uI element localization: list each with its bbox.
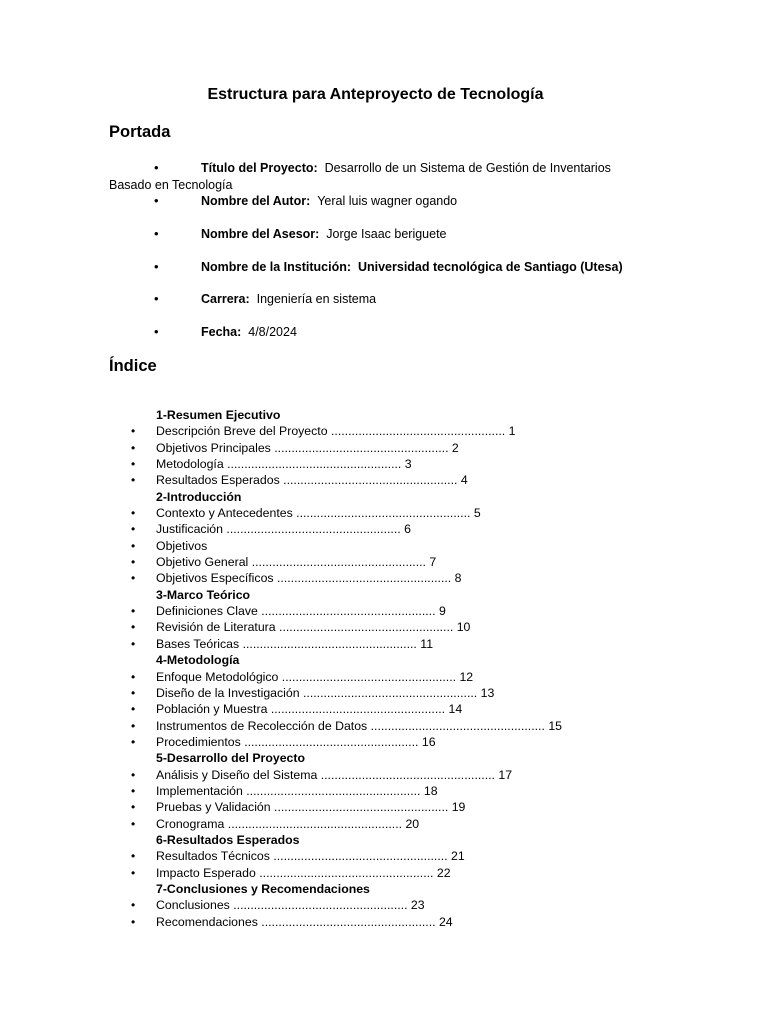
toc-page-number: 10 xyxy=(456,620,471,635)
bullet-icon: • xyxy=(131,914,136,929)
toc-entry xyxy=(0,521,768,537)
bullet-icon: • xyxy=(131,734,136,749)
dot-leader: ................................................... xyxy=(296,506,471,521)
toc-page-number: 21 xyxy=(451,849,465,864)
toc-entry-label: Pruebas y Validación xyxy=(156,800,271,815)
toc-entry xyxy=(0,603,768,619)
toc-entry xyxy=(0,848,768,864)
toc-entry xyxy=(0,685,768,701)
toc-entry xyxy=(0,701,768,717)
cover-item-label: Fecha: xyxy=(201,325,242,339)
dot-leader: ................................................... xyxy=(233,898,408,913)
toc-page-number: 16 xyxy=(421,734,436,749)
toc-entry xyxy=(0,783,768,799)
toc-section-heading: 2-Introducción xyxy=(156,489,242,504)
bullet-icon: • xyxy=(131,538,136,553)
cover-item xyxy=(109,226,669,243)
toc-page-number: 15 xyxy=(548,718,562,733)
toc-page-number: 19 xyxy=(451,800,466,815)
bullet-icon: • xyxy=(154,160,159,175)
toc-page-number: 11 xyxy=(420,636,434,651)
toc-entry xyxy=(0,799,768,815)
dot-leader: ................................................... xyxy=(370,718,545,733)
toc-page-number: 4 xyxy=(460,473,468,488)
toc-page-number: 1 xyxy=(508,424,516,439)
cover-item-label: Nombre del Autor: xyxy=(201,194,311,208)
bullet-icon: • xyxy=(131,555,136,570)
toc-entry-label: Diseño de la Investigación xyxy=(156,685,300,700)
toc-entry-label: Justificación xyxy=(156,522,223,537)
toc-section-heading: 7-Conclusiones y Recomendaciones xyxy=(156,881,370,896)
toc-entry-label: Enfoque Metodológico xyxy=(156,669,279,684)
index-heading: Índice xyxy=(109,357,157,375)
toc-page-number: 5 xyxy=(473,506,481,521)
bullet-icon: • xyxy=(131,669,136,684)
dot-leader: ................................................... xyxy=(274,800,449,815)
bullet-icon: • xyxy=(131,424,136,439)
toc-page-number: 8 xyxy=(454,571,462,586)
toc-page-number: 2 xyxy=(451,440,459,455)
cover-item xyxy=(109,324,669,341)
toc-page-number: 23 xyxy=(410,898,425,913)
toc-entry-label: Revisión de Literatura xyxy=(156,620,276,635)
dot-leader: ................................................... xyxy=(274,440,449,455)
toc-entry xyxy=(0,570,768,586)
toc-entry-label: Definiciones Clave xyxy=(156,604,258,619)
bullet-icon: • xyxy=(131,685,136,700)
dot-leader: ................................................... xyxy=(259,865,434,880)
bullet-icon: • xyxy=(131,898,136,913)
toc-entry-label: Objetivos xyxy=(156,538,208,553)
toc-page-number: 7 xyxy=(429,555,437,570)
toc-entry-label: Contexto y Antecedentes xyxy=(156,506,293,521)
toc-section-heading: 1-Resumen Ejecutivo xyxy=(156,408,281,422)
bullet-icon: • xyxy=(131,457,136,472)
toc-section-heading: 5-Desarrollo del Proyecto xyxy=(156,751,305,766)
toc-entry xyxy=(0,554,768,570)
toc-page-number: 24 xyxy=(438,914,453,929)
bullet-icon: • xyxy=(131,816,136,831)
toc-entry xyxy=(0,456,768,472)
toc-page-number: 12 xyxy=(459,669,474,684)
toc-entry-label: Cronograma xyxy=(156,816,225,831)
cover-item-value: Yeral luis wagner ogando xyxy=(317,194,458,208)
bullet-icon: • xyxy=(154,193,159,208)
dot-leader: ................................................... xyxy=(227,457,402,472)
dot-leader: ................................................... xyxy=(261,914,436,929)
toc-page-number: 3 xyxy=(404,457,412,472)
cover-item-value: Universidad tecnológica de Santiago (Utesa) xyxy=(357,260,623,274)
bullet-icon: • xyxy=(154,324,159,339)
toc-page-number: 18 xyxy=(423,783,438,798)
table-of-contents xyxy=(0,407,768,930)
bullet-icon: • xyxy=(131,620,136,635)
toc-page-number: 14 xyxy=(448,702,463,717)
toc-entry xyxy=(0,619,768,635)
dot-leader: ................................................... xyxy=(251,555,426,570)
bullet-icon: • xyxy=(154,226,159,241)
cover-item xyxy=(109,160,669,193)
toc-section-heading: 4-Metodología xyxy=(156,653,240,668)
toc-page-number: 6 xyxy=(404,522,411,537)
document-title: Estructura para Anteproyecto de Tecnología xyxy=(207,86,544,103)
dot-leader: ................................................... xyxy=(227,816,403,831)
toc-entry-label: Conclusiones xyxy=(156,898,230,913)
toc-entry-label: Impacto Esperado xyxy=(156,865,256,880)
dot-leader: ................................................... xyxy=(261,604,436,619)
toc-entry-label: Resultados Técnicos xyxy=(156,849,270,864)
toc-entry-label: Bases Teóricas xyxy=(156,636,240,651)
toc-entry-label: Procedimientos xyxy=(156,734,241,749)
toc-entry xyxy=(0,897,768,913)
bullet-icon: • xyxy=(131,473,136,488)
bullet-icon: • xyxy=(154,259,159,274)
bullet-icon: • xyxy=(131,522,136,537)
toc-page-number: 20 xyxy=(405,816,420,831)
cover-item-label: Nombre del Asesor: xyxy=(201,227,320,241)
toc-entry xyxy=(0,865,768,881)
toc-page-number: 13 xyxy=(480,685,495,700)
dot-leader: ................................................... xyxy=(283,473,458,488)
toc-entry xyxy=(0,718,768,734)
cover-item-value: Desarrollo de un Sistema de Gestión de Inventarios xyxy=(324,161,611,175)
bullet-icon: • xyxy=(131,783,136,798)
toc-entry-label: Resultados Esperados xyxy=(156,473,280,488)
toc-entry xyxy=(0,914,768,930)
cover-item xyxy=(109,259,669,276)
bullet-icon: • xyxy=(131,440,136,455)
dot-leader: ................................................... xyxy=(244,734,419,749)
toc-entry xyxy=(0,636,768,652)
dot-leader: ................................................... xyxy=(246,783,421,798)
cover-item-label: Título del Proyecto: xyxy=(201,161,318,175)
toc-entry xyxy=(0,423,768,439)
toc-section-heading: 3-Marco Teórico xyxy=(156,587,251,602)
toc-page-number: 22 xyxy=(436,865,451,880)
toc-entry-label: Objetivos Específicos xyxy=(156,571,274,586)
toc-entry xyxy=(0,440,768,456)
bullet-icon: • xyxy=(131,849,136,864)
dot-leader: ................................................... xyxy=(281,669,457,684)
bullet-icon: • xyxy=(131,604,136,619)
toc-entry xyxy=(0,669,768,685)
cover-item-value: Jorge Isaac beriguete xyxy=(326,227,447,241)
toc-entry xyxy=(0,505,768,521)
dot-leader: ................................................... xyxy=(279,620,454,635)
dot-leader: ................................................... xyxy=(226,522,401,537)
cover-item xyxy=(109,291,669,308)
bullet-icon: • xyxy=(131,767,136,782)
bullet-icon: • xyxy=(131,865,136,880)
toc-page-number: 17 xyxy=(498,767,513,782)
toc-entry xyxy=(0,816,768,832)
dot-leader: ................................................... xyxy=(302,685,478,700)
toc-entry xyxy=(0,767,768,783)
bullet-icon: • xyxy=(154,291,159,306)
toc-entry-label: Implementación xyxy=(156,783,243,798)
cover-item-label: Carrera: xyxy=(201,292,250,306)
bullet-icon: • xyxy=(131,800,136,815)
toc-entry-label: Población y Muestra xyxy=(156,702,268,717)
toc-entry xyxy=(0,538,768,554)
bullet-icon: • xyxy=(131,636,136,651)
cover-item-continuation: Basado en Tecnología xyxy=(109,177,233,192)
bullet-icon: • xyxy=(131,702,136,717)
dot-leader: ................................................... xyxy=(270,702,446,717)
bullet-icon: • xyxy=(131,718,136,733)
dot-leader: ................................................... xyxy=(330,424,506,439)
bullet-icon: • xyxy=(131,506,136,521)
toc-entry xyxy=(0,472,768,488)
toc-entry-label: Objetivo General xyxy=(156,555,249,570)
toc-entry-label: Descripción Breve del Proyecto xyxy=(156,424,328,439)
cover-heading: Portada xyxy=(109,123,171,141)
toc-section-heading: 6-Resultados Esperados xyxy=(156,832,300,847)
toc-entry-label: Análisis y Diseño del Sistema xyxy=(156,767,318,782)
toc-entry-label: Objetivos Principales xyxy=(156,440,271,455)
dot-leader: ................................................... xyxy=(273,849,448,864)
toc-entry-label: Recomendaciones xyxy=(156,914,258,929)
dot-leader: ................................................... xyxy=(320,767,495,782)
bullet-icon: • xyxy=(131,571,136,586)
cover-item xyxy=(109,193,669,210)
dot-leader: ................................................... xyxy=(242,636,417,651)
cover-item-value: 4/8/2024 xyxy=(248,325,297,339)
cover-item-label: Nombre de la Institución: xyxy=(201,260,352,274)
toc-entry-label: Metodología xyxy=(156,457,224,472)
toc-page-number: 9 xyxy=(438,604,446,619)
cover-item-value: Ingeniería en sistema xyxy=(256,292,377,306)
toc-entry xyxy=(0,734,768,750)
dot-leader: ................................................... xyxy=(276,571,452,586)
toc-entry-label: Instrumentos de Recolección de Datos xyxy=(156,718,368,733)
